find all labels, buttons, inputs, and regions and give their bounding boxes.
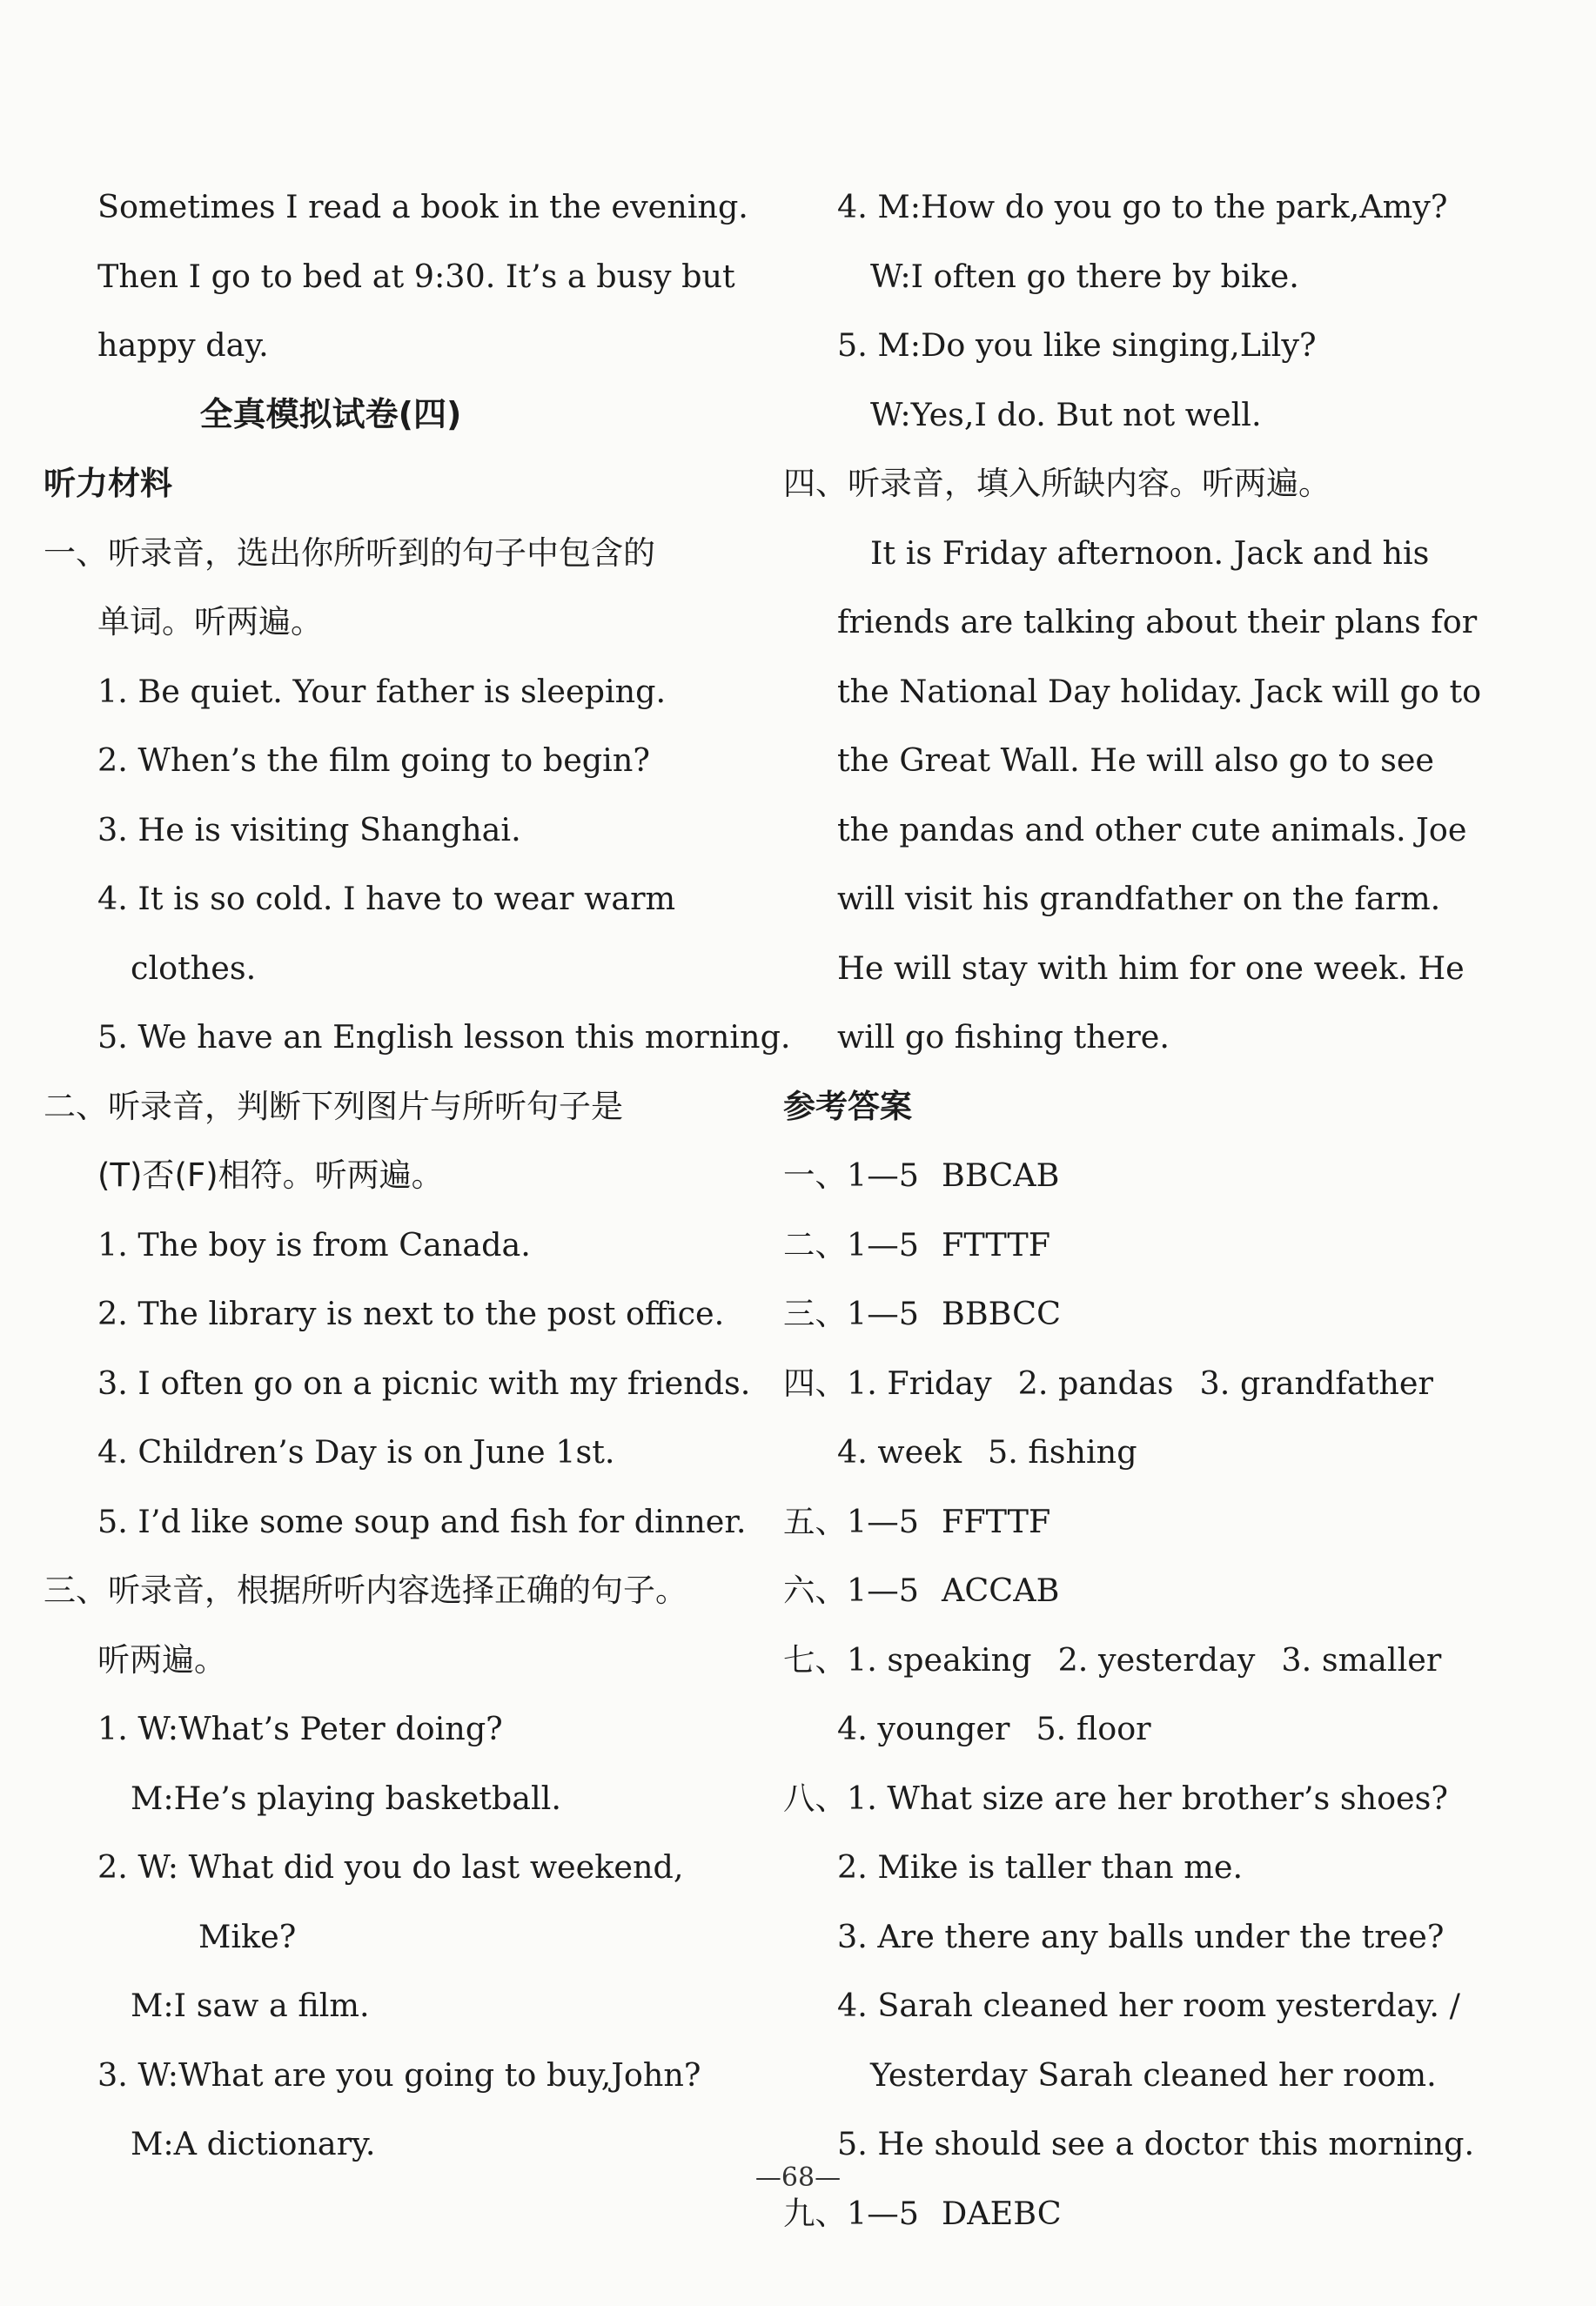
- listening-heading: 听力材料: [44, 465, 172, 502]
- answer-row: [783, 1487, 1479, 1557]
- answer-key: 二、1—5: [783, 1225, 919, 1264]
- dialogue-line: W:I often go there by bike.: [870, 257, 1299, 295]
- answer-key: 九、1—5: [783, 2194, 919, 2232]
- dialogue-line: 4. M:How do you go to the park,Amy?: [837, 188, 1448, 225]
- passage-line: He will stay with him for one week. He: [837, 949, 1465, 987]
- dialogue-line: 2. W: What did you do last weekend,: [97, 1848, 684, 1886]
- answer-row: [783, 1694, 1479, 1764]
- passage-line: the Great Wall. He will also go to see: [837, 741, 1435, 779]
- answer-item: 2. pandas: [1017, 1364, 1174, 1402]
- answer-item: 2. yesterday: [1057, 1640, 1256, 1679]
- dialogue-line: M:A dictionary.: [131, 2125, 376, 2162]
- answer-row-cont: Yesterday Sarah cleaned her room.: [870, 2055, 1437, 2094]
- answer-item: 四、1. Friday: [783, 1364, 992, 1402]
- sentence: 3. He is visiting Shanghai.: [97, 810, 521, 848]
- answer-key: 六、1—5: [783, 1572, 919, 1609]
- sentence: 4. It is so cold. I have to wear warm: [97, 880, 676, 917]
- passage-line: friends are talking about their plans for: [837, 603, 1478, 640]
- answer-item: 3. grandfather: [1199, 1364, 1433, 1402]
- dialogue-line: M:He’s playing basketball.: [131, 1779, 561, 1817]
- answer-row: 八、1. What size are her brother’s shoes?: [783, 1779, 1448, 1817]
- part1-instruction: 一、听录音，选出你所听到的句子中包含的: [44, 533, 655, 572]
- part3-instruction-cont: 听两遍。: [97, 1640, 226, 1679]
- answer-value: BBBCC: [942, 1295, 1061, 1332]
- sentence: 4. Children’s Day is on June 1st.: [97, 1433, 615, 1471]
- answer-item: 5. floor: [1036, 1710, 1151, 1747]
- answer-value: FTTTF: [942, 1225, 1051, 1264]
- part4-instruction: 四、听录音，填入所缺内容。听两遍。: [783, 465, 1331, 502]
- answers-heading: 参考答案: [783, 1087, 912, 1125]
- exam-title: 全真模拟试卷(四): [199, 394, 462, 433]
- sentence: 2. When’s the film going to begin?: [97, 741, 650, 779]
- answer-value: FFTTF: [942, 1502, 1051, 1540]
- text-line: Sometimes I read a book in the evening.: [97, 188, 748, 225]
- sentence: 3. I often go on a picnic with my friends.: [97, 1364, 751, 1402]
- answer-row: [783, 1349, 1479, 1418]
- answer-value: BBCAB: [942, 1156, 1060, 1194]
- answer-value: ACCAB: [942, 1572, 1060, 1609]
- answer-item: 5. fishing: [988, 1433, 1137, 1471]
- text-line: happy day.: [97, 326, 269, 364]
- dialogue-line: Mike?: [198, 1917, 297, 1955]
- answer-row: [783, 1279, 1479, 1349]
- dialogue-line: 1. W:What’s Peter doing?: [97, 1710, 503, 1747]
- passage-line: It is Friday afternoon. Jack and his: [870, 533, 1430, 572]
- page-number: —68—: [754, 2162, 842, 2193]
- dialogue-line: 3. W:What are you going to buy,John?: [97, 2055, 701, 2094]
- passage-line: the National Day holiday. Jack will go to: [837, 672, 1482, 710]
- sentence-cont: clothes.: [131, 949, 257, 987]
- dialogue-line: 5. M:Do you like singing,Lily?: [837, 326, 1317, 364]
- passage-line: will go fishing there.: [837, 1018, 1170, 1056]
- answer-key: 五、1—5: [783, 1502, 919, 1540]
- sentence: 1. The boy is from Canada.: [97, 1225, 531, 1264]
- sentence: 2. The library is next to the post office.: [97, 1295, 725, 1332]
- part3-instruction: 三、听录音，根据所听内容选择正确的句子。: [44, 1572, 687, 1609]
- sentence: 5. I’d like some soup and fish for dinner.: [97, 1502, 747, 1540]
- part2-instruction: 二、听录音，判断下列图片与所听句子是: [44, 1087, 623, 1125]
- text-line: Then I go to bed at 9:30. It’s a busy but: [97, 257, 735, 295]
- passage-line: the pandas and other cute animals. Joe: [837, 810, 1467, 848]
- answer-key: 三、1—5: [783, 1295, 919, 1332]
- sentence: 5. We have an English lesson this morning.: [97, 1018, 791, 1056]
- answer-value: DAEBC: [942, 2194, 1062, 2232]
- answer-item: 3. smaller: [1281, 1640, 1442, 1679]
- answer-row: 3. Are there any balls under the tree?: [837, 1917, 1445, 1955]
- answer-row: [783, 1141, 1479, 1210]
- passage-line: will visit his grandfather on the farm.: [837, 880, 1441, 917]
- dialogue-line: W:Yes,I do. But not well.: [870, 395, 1262, 433]
- answer-row: [783, 1556, 1479, 1626]
- answer-row: 4. Sarah cleaned her room yesterday. /: [837, 1987, 1460, 2024]
- answer-item: 七、1. speaking: [783, 1640, 1032, 1679]
- answer-key: 一、1—5: [783, 1156, 919, 1194]
- part1-instruction-cont: 单词。听两遍。: [97, 603, 323, 640]
- right-column: [783, 172, 1482, 2248]
- left-column: [44, 172, 791, 2179]
- sentence: 1. Be quiet. Your father is sleeping.: [97, 672, 667, 710]
- dialogue-line: M:I saw a film.: [131, 1987, 370, 2024]
- answer-item: 4. week: [837, 1433, 962, 1471]
- answer-row: [783, 1418, 1479, 1487]
- answer-row: [783, 1626, 1479, 1695]
- answer-item: 4. younger: [837, 1710, 1010, 1747]
- answer-row: 2. Mike is taller than me.: [837, 1848, 1244, 1886]
- answer-row: 5. He should see a doctor this morning.: [837, 2125, 1475, 2162]
- answer-row: [783, 1210, 1479, 1280]
- part2-instruction-cont: (T)否(F)相符。听两遍。: [97, 1156, 444, 1194]
